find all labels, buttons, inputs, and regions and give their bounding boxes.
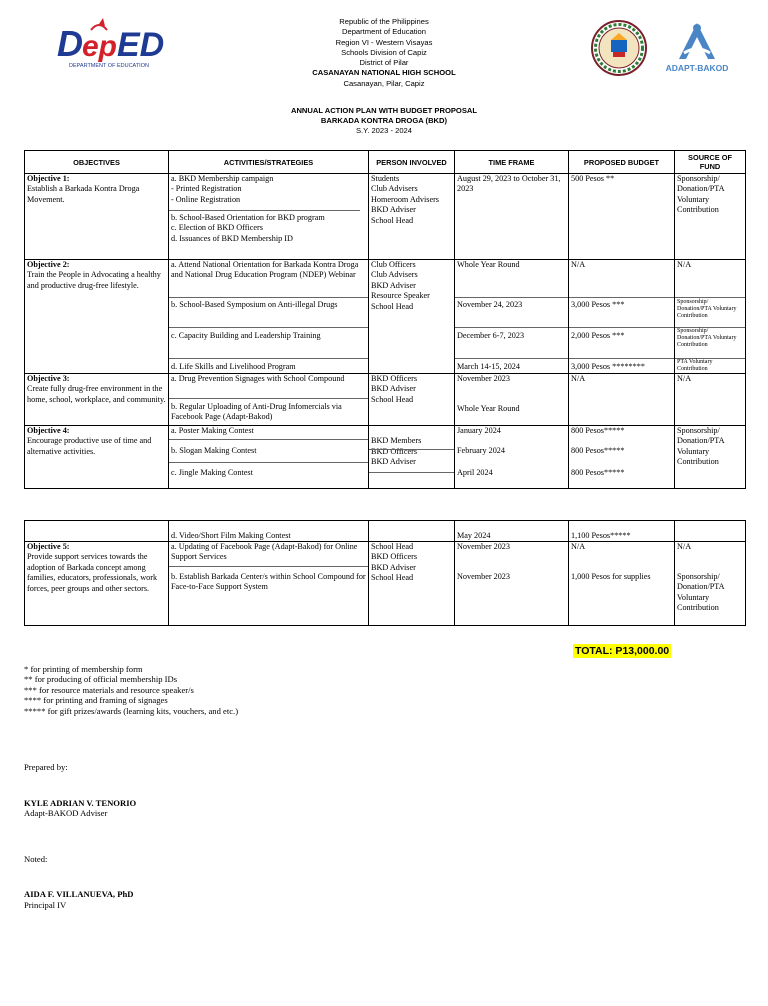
footnote: ** for producing of official membership IDs [24,674,178,685]
persons-involved: School Head BKD Officers BKD Adviser School Head [369,542,455,626]
objective-cell [25,374,169,426]
proposed-budget: 800 Pesos***** [571,446,625,455]
footnotes [24,664,238,716]
activity-text: c. Jingle Making Contest [171,468,253,477]
row-divider [369,449,454,450]
objective-cell [25,521,169,542]
source-of-fund: N/A [677,260,692,269]
row-divider [169,210,360,211]
table-row [25,521,746,542]
column-header: SOURCE OF FUND [675,151,746,174]
footnote: ***** for gift prizes/awards (learning kits, vouchers, and etc.) [24,705,239,716]
prepared-by-title: Adapt-BAKOD Adviser [24,808,108,818]
activity-text: c. Capacity Building and Leadership Training [171,331,321,340]
column-header: ACTIVITIES/STRATEGIES [169,151,369,174]
objective-text: Encourage productive use of time and alternative activities. [27,436,152,456]
activity-text: b. Establish Barkada Center/s within School Compound for Face-to-Face Support System [171,572,366,592]
noted-by-title: Principal IV [24,900,67,910]
footnote: *** for resource materials and resource speaker/s [24,684,194,695]
proposed-budget: 800 Pesos***** [571,426,625,435]
column-header: TIME FRAME [455,151,569,174]
activities-cell [169,426,369,489]
table-row [25,426,746,489]
row-divider [455,297,568,298]
proposed-budget: 1,000 Pesos for supplies [571,572,651,581]
letterhead-line: Department of Education [341,27,426,37]
time-frame: November 2023 [457,542,510,551]
deped-logo-sub: DEPARTMENT OF EDUCATION [69,63,149,69]
activity-text: a. Updating of Facebook Page (Adapt-Bakod) for Online Support Services [171,542,358,562]
source-of-fund: N/A [677,542,692,551]
source-of-fund: Sponsorship/ Donation/PTA Voluntary Contribution [677,572,725,613]
plan-title-line1: ANNUAL ACTION PLAN WITH BUDGET PROPOSAL [290,106,478,115]
activity-text: a. Attend National Orientation for Barkada Kontra Droga and National Drug Education Program (NDEP) Webinar [171,260,359,280]
persons-cell [369,426,455,489]
proposed-budget: N/A [569,374,675,426]
row-divider [569,297,674,298]
proposed-budget: 500 Pesos ** [569,174,675,260]
adapt-bakod-logo-text: ADAPT-BAKOD [665,63,729,73]
row-divider [169,398,368,399]
proposed-budget: 1,100 Pesos***** [569,521,675,542]
source-of-fund: Sponsorship/ Donation/PTA Voluntary Contribution [675,426,746,489]
source-of-fund: N/A [675,374,746,426]
plan-title-year: S.Y. 2023 - 2024 [355,126,412,135]
time-frame-cell [455,542,569,626]
total-budget: TOTAL: P13,000.00 [575,645,670,657]
row-divider [455,358,568,359]
activity-text: a. Poster Making Contest [171,426,254,435]
activity-text: d. Video/Short Film Making Contest [169,521,369,542]
time-frame-cell [455,374,569,426]
time-frame-cell [455,426,569,489]
proposed-budget: N/A [571,542,586,551]
time-frame: December 6-7, 2023 [457,331,525,340]
source-of-fund: Sponsorship/ Donation/PTA Voluntary Contribution [677,299,737,320]
prepared-by-name: KYLE ADRIAN V. TENORIO [24,798,137,808]
source-of-fund: PTA Voluntary Contribution [677,359,713,373]
budget-cell [569,426,675,489]
activity-text: a. BKD Membership campaign - Printed Registration - Online Registration [171,174,274,204]
source-of-fund: Sponsorship/ Donation/PTA Voluntary Contribution [677,328,737,349]
persons-involved: Club Officers Club Advisers BKD Adviser Resource Speaker School Head [369,260,455,374]
action-plan-table [24,150,746,489]
time-frame: January 2024 [457,426,501,435]
objective-text: Create fully drug-free environment in the home, school, workplace, and community. [27,384,166,404]
noted-by-name: AIDA F. VILLANUEVA, PhD [24,889,134,899]
activity-text: b. Slogan Making Contest [171,446,257,455]
footnote: * for printing of membership form [24,664,143,674]
row-divider [169,439,368,440]
source-cell [675,260,746,374]
time-frame: March 14-15, 2024 [457,362,520,371]
svg-text:ED: ED [117,26,165,64]
proposed-budget: 3,000 Pesos *** [571,300,625,309]
row-divider [369,472,454,473]
objective-text: Train the People in Advocating a healthy and productive drug-free lifestyle. [27,270,161,290]
row-divider [675,297,745,298]
time-frame: November 2023 [457,572,510,581]
source-of-fund [675,521,746,542]
source-cell [675,542,746,626]
letterhead [234,17,534,89]
column-header: OBJECTIVES [25,151,169,174]
objective-text: Provide support services towards the adoption of Barkada concept among families, educators, professionals, work forces, peer groups and other sectors. [27,552,158,593]
objective-label: Objective 5: [27,542,70,551]
letterhead-line: District of Pilar [359,58,409,68]
activities-cell [169,374,369,426]
time-frame: May 2024 [455,521,569,542]
letterhead-line: Republic of the Philippines [339,17,429,26]
row-divider [169,327,368,328]
action-plan-table-continued [24,520,746,626]
objective-label: Objective 4: [27,426,70,435]
row-divider [169,566,368,567]
time-frame: November 2023 [457,374,510,383]
source-of-fund: Sponsorship/ Donation/PTA Voluntary Contribution [675,174,746,260]
time-frame: August 29, 2023 to October 31, 2023 [455,174,569,260]
activity-text: b. Regular Uploading of Anti-Drug Infomercials via Facebook Page (Adapt-Bakod) [171,402,342,422]
activities-cell [169,174,369,260]
column-header: PROPOSED BUDGET [569,151,675,174]
objective-label: Objective 3: [27,374,70,383]
svg-text:ep: ep [82,30,118,63]
activity-text: b. School-Based Orientation for BKD program c. Election of BKD Officers d. Issuances of BKD Membership ID [171,213,325,243]
time-frame: February 2024 [457,446,505,455]
school-seal-logo [591,20,647,76]
letterhead-line: Region VI - Western Visayas [335,37,433,47]
activity-text: a. Drug Prevention Signages with School Compound [171,374,345,383]
objective-cell [25,260,169,374]
letterhead-line: Schools Division of Capiz [341,47,427,57]
persons-involved: Students Club Advisers Homeroom Advisers BKD Adviser School Head [369,174,455,260]
table-row [25,374,746,426]
persons-involved [369,521,455,542]
persons-involved: BKD Members BKD Officers BKD Adviser [371,436,422,467]
table-row [25,174,746,260]
time-frame-cell [455,260,569,374]
row-divider [169,297,368,298]
objective-cell [25,542,169,626]
footnote: **** for printing and framing of signages [24,695,168,706]
row-divider [455,327,568,328]
objective-cell [25,426,169,489]
deped-logo [55,18,165,70]
time-frame: November 24, 2023 [457,300,523,309]
persons-involved: BKD Officers BKD Adviser School Head [369,374,455,426]
column-header: PERSON INVOLVED [369,151,455,174]
budget-cell [569,260,675,374]
row-divider [569,358,674,359]
table-row [25,260,746,374]
noted-label: Noted: [24,854,48,864]
activities-cell [169,260,369,374]
objective-label: Objective 1: [27,174,70,183]
budget-cell [569,542,675,626]
objective-label: Objective 2: [27,260,70,269]
time-frame: April 2024 [457,468,493,477]
adapt-bakod-logo [662,19,732,75]
activities-cell [169,542,369,626]
plan-title [234,106,534,136]
prepared-by-label: Prepared by: [24,762,68,772]
objective-text: Establish a Barkada Kontra Droga Movement. [27,184,140,204]
proposed-budget: N/A [571,260,586,269]
school-address: Casanayan, Pilar, Capiz [343,78,425,88]
svg-text:D: D [57,23,83,64]
table-header-row [25,151,746,174]
activity-text: b. School-Based Symposium on Anti-illegal Drugs [171,300,338,309]
objective-cell [25,174,169,260]
row-divider [169,462,368,463]
plan-title-line2: BARKADA KONTRA DROGA (BKD) [320,116,448,125]
time-frame: Whole Year Round [457,404,520,413]
activity-text: d. Life Skills and Livelihood Program [171,362,296,371]
time-frame: Whole Year Round [457,260,520,269]
row-divider [169,358,368,359]
proposed-budget: 2,000 Pesos *** [571,331,625,340]
school-name: CASANAYAN NATIONAL HIGH SCHOOL [312,68,456,78]
proposed-budget: 800 Pesos***** [571,468,625,477]
proposed-budget: 3,000 Pesos ******** [571,362,645,371]
table-row [25,542,746,626]
row-divider [569,327,674,328]
